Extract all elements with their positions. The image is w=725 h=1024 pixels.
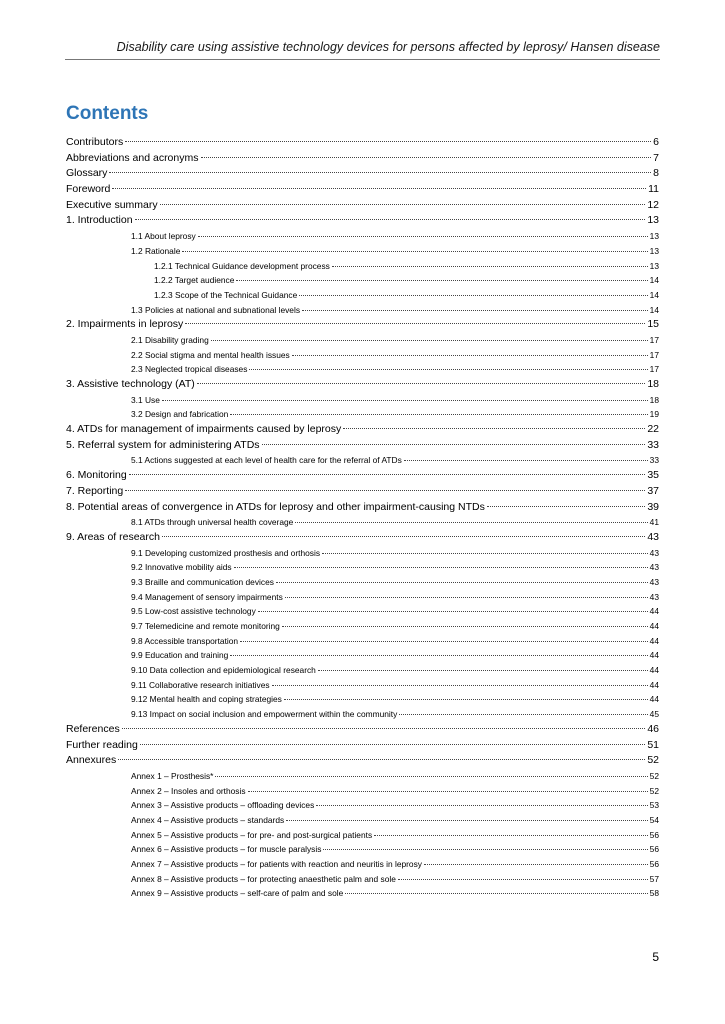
toc-entry-page: 6 [653, 136, 659, 148]
toc-entry[interactable] [66, 468, 659, 484]
toc-dot-leader [302, 310, 648, 311]
toc-entry-page: 18 [649, 394, 659, 405]
toc-entry-page: 14 [649, 304, 659, 315]
toc-entry-page: 17 [649, 349, 659, 360]
toc-dot-leader [122, 728, 646, 729]
toc-entry[interactable] [66, 362, 659, 377]
toc-dot-leader [262, 444, 646, 445]
toc-entry[interactable] [66, 648, 659, 663]
toc-dot-leader [185, 323, 645, 324]
toc-entry[interactable] [66, 135, 659, 151]
toc-entry[interactable] [66, 333, 659, 348]
toc-dot-leader [201, 157, 652, 158]
toc-dot-leader [230, 414, 647, 415]
toc-dot-leader [285, 597, 648, 598]
toc-entry[interactable] [66, 692, 659, 707]
toc-entry[interactable] [66, 317, 659, 333]
toc-entry-page: 56 [649, 844, 659, 855]
toc-dot-leader [316, 805, 647, 806]
toc-entry-label: Annex 2 – Insoles and orthosis [131, 785, 246, 796]
toc-entry-page: 44 [649, 606, 659, 617]
toc-dot-leader [118, 759, 645, 760]
toc-entry-label: 8.1 ATDs through universal health coverage [131, 517, 294, 528]
toc-entry-page: 54 [649, 814, 659, 825]
toc-dot-leader [399, 714, 647, 715]
toc-entry-page: 52 [649, 785, 659, 796]
toc-entry[interactable] [66, 619, 659, 634]
toc-entry[interactable] [66, 273, 659, 288]
toc-dot-leader [248, 791, 648, 792]
toc-entry[interactable] [66, 244, 659, 259]
toc-entry-label: Contributors [66, 136, 124, 148]
toc-entry-page: 11 [648, 183, 659, 196]
contents-title: Contents [66, 103, 149, 124]
toc-entry-label: 9.5 Low-cost assistive technology [131, 606, 256, 617]
toc-entry-page: 44 [649, 665, 659, 676]
toc-entry-page: 37 [647, 484, 659, 497]
toc-dot-leader [286, 820, 648, 821]
toc-dot-leader [211, 340, 648, 341]
toc-dot-leader [160, 204, 646, 205]
toc-entry-label: Further reading [66, 738, 138, 751]
toc-dot-leader [198, 236, 648, 237]
toc-entry-label: 2.3 Neglected tropical diseases [131, 364, 248, 375]
toc-entry[interactable] [66, 198, 659, 214]
toc-entry-label: 1.2.2 Target audience [154, 275, 235, 286]
toc-entry[interactable] [66, 798, 659, 813]
toc-entry-label: 9.7 Telemedicine and remote monitoring [131, 621, 280, 631]
toc-entry-page: 17 [649, 364, 659, 375]
toc-entry-label: 7. Reporting [66, 484, 124, 497]
toc-entry[interactable] [66, 166, 659, 182]
toc-entry[interactable] [66, 484, 659, 500]
toc-entry-page: 33 [647, 438, 659, 451]
toc-entry-page: 33 [649, 455, 659, 466]
toc-dot-leader [215, 776, 647, 777]
toc-dot-leader [135, 219, 646, 220]
table-of-contents [66, 135, 659, 901]
toc-entry-page: 15 [647, 318, 659, 331]
toc-dot-leader [345, 893, 647, 894]
toc-entry[interactable] [66, 590, 659, 605]
toc-entry[interactable] [66, 707, 659, 722]
toc-entry-page: 44 [649, 621, 659, 631]
toc-entry-label: Foreword [66, 183, 111, 196]
toc-entry-page: 39 [647, 500, 659, 513]
toc-dot-leader [323, 849, 647, 850]
toc-entry-label: References [66, 722, 120, 735]
toc-dot-leader [332, 266, 648, 267]
toc-dot-leader [318, 670, 648, 671]
toc-entry-page: 22 [647, 423, 659, 436]
toc-dot-leader [249, 369, 647, 370]
toc-entry[interactable] [66, 151, 659, 167]
toc-entry-page: 52 [647, 754, 659, 767]
toc-entry-label: 9.2 Innovative mobility aids [131, 562, 232, 573]
toc-entry[interactable] [66, 663, 659, 678]
toc-entry-label: Annexures [66, 754, 117, 767]
toc-dot-leader [276, 582, 648, 583]
toc-entry[interactable] [66, 303, 659, 318]
toc-entry-label: 9.8 Accessible transportation [131, 635, 239, 646]
toc-entry-page: 13 [649, 231, 659, 242]
toc-dot-leader [343, 428, 645, 429]
toc-dot-leader [424, 864, 648, 865]
toc-entry-label: 1.2.3 Scope of the Technical Guidance [154, 289, 298, 300]
toc-dot-leader [292, 355, 648, 356]
toc-dot-leader [162, 400, 648, 401]
toc-dot-leader [322, 553, 648, 554]
toc-entry-page: 12 [647, 198, 659, 211]
toc-dot-leader [182, 251, 647, 252]
toc-entry-label: 2. Impairments in leprosy [66, 318, 184, 331]
toc-entry-label: 1. Introduction [66, 214, 133, 227]
toc-entry-page: 43 [649, 591, 659, 602]
toc-dot-leader [112, 188, 646, 189]
toc-entry-label: 9.13 Impact on social inclusion and empowerment within the community [131, 709, 398, 720]
toc-entry-label: 9. Areas of research [66, 530, 160, 543]
running-header: Disability care using assistive technology devices for persons affected by leprosy/ Hansen disease [65, 40, 660, 60]
toc-entry-page: 43 [649, 547, 659, 558]
toc-entry-page: 44 [649, 679, 659, 690]
toc-entry-label: 9.3 Braille and communication devices [131, 576, 274, 587]
toc-entry[interactable] [66, 213, 659, 229]
toc-entry[interactable] [66, 753, 659, 769]
toc-entry-label: 1.2 Rationale [131, 245, 181, 256]
toc-entry-page: 13 [647, 214, 659, 227]
toc-entry-label: 6. Monitoring [66, 469, 127, 482]
toc-entry[interactable] [66, 530, 659, 546]
toc-entry-label: 9.10 Data collection and epidemiological research [131, 665, 316, 676]
toc-entry-page: 53 [649, 800, 659, 811]
toc-entry-page: 13 [649, 260, 659, 271]
toc-dot-leader [272, 685, 648, 686]
toc-entry-label: 2.1 Disability grading [131, 334, 209, 345]
toc-entry-page: 44 [649, 694, 659, 705]
toc-entry-page: 57 [649, 873, 659, 884]
toc-entry-label: Annex 3 – Assistive products – offloading devices [131, 800, 315, 811]
toc-entry-page: 44 [649, 635, 659, 646]
toc-entry-page: 14 [649, 289, 659, 300]
toc-dot-leader [140, 744, 646, 745]
toc-entry-page: 41 [649, 517, 659, 528]
toc-dot-leader [374, 835, 648, 836]
toc-entry-label: 1.2.1 Technical Guidance development process [154, 260, 330, 271]
toc-entry-label: 9.12 Mental health and coping strategies [131, 694, 282, 705]
toc-entry-page: 43 [649, 562, 659, 573]
toc-entry-label: 8. Potential areas of convergence in ATDs for leprosy and other impairment-causing NTDs [66, 500, 485, 513]
toc-entry-page: 51 [647, 738, 659, 751]
toc-entry-label: Abbreviations and acronyms [66, 151, 199, 164]
toc-entry-label: 9.9 Education and training [131, 650, 229, 661]
toc-entry[interactable] [66, 634, 659, 649]
toc-entry[interactable] [66, 348, 659, 363]
toc-dot-leader [404, 460, 648, 461]
toc-entry[interactable] [66, 769, 659, 784]
toc-dot-leader [295, 522, 647, 523]
toc-entry-page: 43 [647, 530, 659, 543]
toc-entry-page: 17 [649, 334, 659, 345]
toc-entry-label: Annex 1 – Prosthesis* [131, 770, 214, 781]
toc-entry-page: 56 [649, 859, 659, 869]
toc-entry-label: 1.3 Policies at national and subnational levels [131, 304, 301, 315]
toc-entry[interactable] [66, 575, 659, 590]
toc-entry-label: Annex 7 – Assistive products – for patients with reaction and neuritis in leprosy [131, 859, 422, 869]
toc-entry[interactable] [66, 259, 659, 274]
toc-entry-label: Annex 8 – Assistive products – for protecting anaesthetic palm and sole [131, 873, 396, 884]
toc-entry[interactable] [66, 722, 659, 738]
toc-entry[interactable] [66, 738, 659, 754]
toc-entry-page: 8 [653, 167, 659, 180]
toc-dot-leader [125, 490, 645, 491]
toc-entry[interactable] [66, 560, 659, 575]
toc-entry[interactable] [66, 393, 659, 408]
toc-entry[interactable] [66, 857, 659, 872]
toc-entry-label: 3.2 Design and fabrication [131, 409, 229, 420]
toc-dot-leader [162, 536, 645, 537]
toc-entry-label: Annex 6 – Assistive products – for muscle paralysis [131, 844, 322, 855]
toc-entry[interactable] [66, 229, 659, 244]
toc-dot-leader [109, 172, 651, 173]
toc-entry-label: 9.1 Developing customized prosthesis and orthosis [131, 547, 321, 558]
toc-entry[interactable] [66, 604, 659, 619]
toc-entry-page: 13 [649, 245, 659, 256]
toc-entry-page: 56 [649, 829, 659, 840]
toc-entry[interactable] [66, 453, 659, 468]
toc-entry-label: Annex 9 – Assistive products – self-care of palm and sole [131, 888, 344, 899]
toc-dot-leader [129, 474, 646, 475]
toc-dot-leader [284, 699, 648, 700]
toc-entry[interactable] [66, 678, 659, 693]
toc-entry-page: 46 [647, 722, 659, 735]
toc-dot-leader [282, 626, 648, 627]
toc-dot-leader [234, 567, 648, 568]
toc-entry-page: 35 [647, 469, 659, 482]
toc-entry-label: 9.4 Management of sensory impairments [131, 591, 283, 602]
toc-dot-leader [230, 655, 647, 656]
toc-entry-label: 1.1 About leprosy [131, 231, 196, 242]
toc-dot-leader [299, 295, 647, 296]
toc-entry[interactable] [66, 828, 659, 843]
toc-dot-leader [197, 383, 646, 384]
toc-entry-label: Annex 5 – Assistive products – for pre- and post-surgical patients [131, 829, 373, 840]
toc-dot-leader [125, 141, 651, 142]
toc-entry-page: 43 [649, 576, 659, 587]
toc-entry-label: 3. Assistive technology (AT) [66, 378, 195, 390]
toc-entry[interactable] [66, 546, 659, 561]
toc-entry-page: 44 [649, 650, 659, 661]
toc-entry-page: 19 [649, 409, 659, 420]
toc-dot-leader [487, 506, 645, 507]
toc-entry-label: 5. Referral system for administering ATDs [66, 438, 260, 451]
toc-entry[interactable] [66, 438, 659, 454]
toc-entry[interactable] [66, 515, 659, 530]
toc-entry[interactable] [66, 422, 659, 438]
toc-entry-label: 3.1 Use [131, 394, 160, 405]
page-number: 5 [652, 950, 659, 964]
toc-entry[interactable] [66, 500, 659, 516]
toc-entry-page: 14 [649, 275, 659, 286]
toc-entry-label: 5.1 Actions suggested at each level of health care for the referral of ATDs [131, 455, 402, 466]
toc-entry[interactable] [66, 842, 659, 857]
toc-entry-label: Glossary [66, 167, 108, 180]
toc-entry[interactable] [66, 377, 659, 393]
toc-entry[interactable] [66, 288, 659, 303]
toc-entry-page: 7 [653, 151, 659, 164]
toc-dot-leader [236, 280, 647, 281]
toc-dot-leader [398, 879, 648, 880]
toc-entry-label: Executive summary [66, 198, 158, 211]
toc-entry[interactable] [66, 872, 659, 887]
toc-entry-page: 45 [649, 709, 659, 720]
toc-entry-label: Annex 4 – Assistive products – standards [131, 814, 285, 825]
toc-entry-page: 18 [647, 378, 659, 390]
toc-dot-leader [240, 641, 648, 642]
toc-entry-label: 4. ATDs for management of impairments caused by leprosy [66, 423, 342, 436]
toc-entry[interactable] [66, 784, 659, 799]
toc-entry[interactable] [66, 886, 659, 901]
toc-entry-page: 52 [649, 770, 659, 781]
toc-entry-page: 58 [649, 888, 659, 899]
toc-entry-label: 9.11 Collaborative research initiatives [131, 679, 270, 690]
toc-entry[interactable] [66, 407, 659, 422]
toc-dot-leader [258, 611, 648, 612]
toc-entry[interactable] [66, 182, 659, 198]
toc-entry[interactable] [66, 813, 659, 828]
toc-entry-label: 2.2 Social stigma and mental health issues [131, 349, 290, 360]
